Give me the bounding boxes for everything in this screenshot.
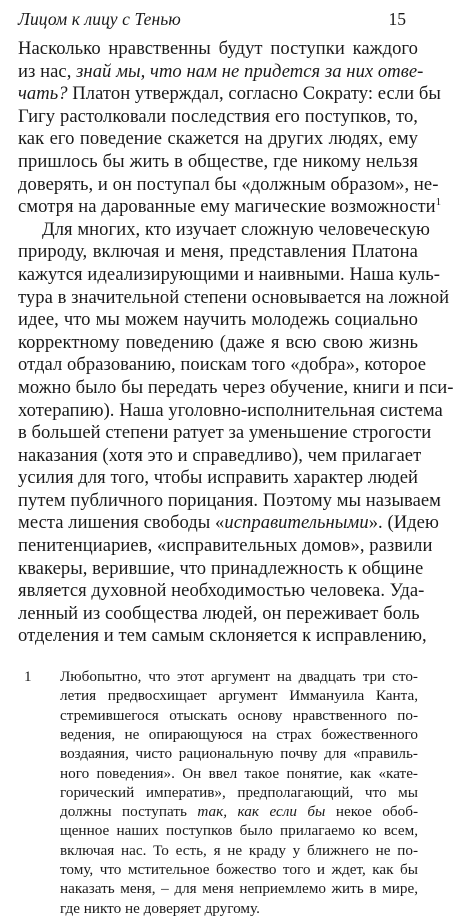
footnote-line: щенное наших поступков было прилагаемо ко всем, <box>60 822 418 840</box>
text-run: должны поступать <box>60 803 198 821</box>
text-line: доверять, и он поступал бы «должным образом», не- <box>18 173 439 195</box>
text-line: отдал образованию, поискам того «добра», которое <box>18 354 427 376</box>
footnote-line <box>60 802 418 821</box>
footnote-line: тому, что мстительное божество того и ждет, как бы <box>60 861 418 878</box>
footnote-line: воздаяния, чисто рациональную почву для «правиль- <box>60 745 418 763</box>
text-line: квакеры, верившие, что принадлежность к общине <box>18 557 424 579</box>
text-line: природу, включая и меня, представления Платона <box>18 241 418 263</box>
paragraph-1 <box>18 38 442 219</box>
text-run: некое обоб- <box>325 803 418 821</box>
running-head <box>18 8 418 38</box>
text-line: усилия для того, чтобы исправить характер людей <box>18 467 418 489</box>
text-run: Платон утверждал, согласно Сократу: если бы <box>67 83 441 105</box>
paragraph-2 <box>18 218 454 648</box>
text-line: пришлось бы жить в обществе, где никому нельзя <box>18 150 418 172</box>
text-line: Гигу растолковали последствия его поступков, то, <box>18 105 418 127</box>
text-line <box>18 512 439 535</box>
text-line: корректному поведению (даже я всю свою жизнь <box>18 331 418 353</box>
text-line: путем публичного порицания. Поэтому мы называем <box>18 489 441 511</box>
book-page <box>18 8 454 917</box>
footnote-line: стремившегося отыскать основу нравственного по- <box>60 706 418 724</box>
text-line: является духовной необходимостью человека. Уда- <box>18 580 425 602</box>
text-line: ленный из сообщества людей, он переживает боль <box>18 602 420 624</box>
text-run: смотря на дарованные ему магические возможности <box>18 196 436 218</box>
text-line: идее, что мы можем научить молодежь социально <box>18 309 418 331</box>
text-line: пенитенциариев, «исправительных домов», развили <box>18 535 433 557</box>
footnote-line: ного поведения». Он ввел такое понятие, как «кате- <box>60 764 418 782</box>
text-line: как его поведение скажется на других людях, ему <box>18 128 418 150</box>
footnote-line: где никто не доверяет другому. <box>60 899 260 917</box>
running-title: Лицом к лицу с Тенью <box>18 9 181 29</box>
text-line <box>18 60 424 84</box>
text-line: кажутся идеализирующими и наивными. Наша куль- <box>18 263 441 285</box>
footnote-line: Любопытно, что этот аргумент на двадцать три сто- <box>60 668 418 686</box>
footnote-line: летия предвосхищает аргумент Иммануила Канта, <box>60 687 418 705</box>
text-line: в большей степени ратует за уменьшение строгости <box>18 422 432 444</box>
text-line: Насколько нравственны будут поступки каждого <box>18 38 418 59</box>
italic-phrase: так, как если бы <box>197 803 326 821</box>
page-number: 15 <box>388 9 406 29</box>
italic-phrase: знай мы, что нам не придется за них отве- <box>76 60 424 82</box>
text-line: отделения и тем самым склоняется к исправлению, <box>18 625 427 647</box>
footnote-line: включая нас. То есть, я не краду у ближнего не по- <box>60 841 418 859</box>
text-run: ». (Идею <box>368 512 439 534</box>
text-run: места лишения свободы « <box>18 512 225 534</box>
text-line: Для многих, кто изучает сложную человеческую <box>42 218 430 240</box>
text-run: из нас, <box>18 60 77 82</box>
footnote-number: 1 <box>24 668 32 686</box>
italic-phrase: исправительными <box>224 512 369 534</box>
footnote <box>18 667 418 918</box>
footnote-line: ведения, не опирающуюся на страх божественного <box>60 725 418 743</box>
footnote-reference: 1 <box>435 196 442 209</box>
text-line <box>18 196 442 219</box>
main-text <box>18 38 454 648</box>
text-line: тура в значительной степени основывается на ложной <box>18 286 450 308</box>
footnote-line: наказать меня, – для меня неприемлемо жить в мире, <box>60 880 418 898</box>
text-line: хотерапию). Наша уголовно-исполнительная система <box>18 399 443 421</box>
text-line: наказания (хотя это и справедливо), чем прилагает <box>18 444 422 466</box>
italic-phrase: чать? <box>18 83 68 105</box>
footnote-body <box>60 667 418 918</box>
text-line <box>18 83 441 106</box>
footnote-line: горический императив», предполагающий, что мы <box>60 783 418 801</box>
text-line: можно было бы передать через обучение, книги и пси- <box>18 376 454 398</box>
